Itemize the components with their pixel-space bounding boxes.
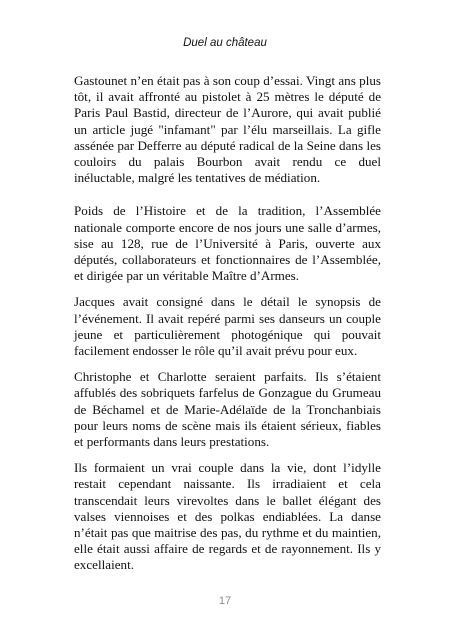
paragraph: Jacques avait consigné dans le détail le synopsis de l’événement. Il avait repéré parmi ses danseurs un couple jeune et particulièrement photogénique qui pouvait facilement endosser le rôle qu’il avait prévu pour eux. [74, 294, 381, 359]
paragraph: Poids de l’Histoire et de la tradition, l’Assemblée nationale comporte encore de nos jours une salle d’armes, sise au 128, rue de l’Université à Paris, ouverte aux députés, collaborateurs et fonctionnaires de l’Assemblée, et dirigée par un véritable Maître d’Armes. [74, 203, 381, 284]
body-text [74, 73, 381, 574]
running-title: Duel au château [183, 37, 267, 49]
paragraph: Gastounet n’en était pas à son coup d’essai. Vingt ans plus tôt, il avait affronté au pistolet à 25 mètres le député de Paris Paul Bastid, directeur de l’Aurore, qui avait publié un article jugé "infamant" par l’élu marseillais. La gifle assénée par Defferre au député radical de la Seine dans les couloirs du palais Bourbon avait rendu ce duel inéluctable, malgré les tentatives de médiation. [74, 73, 381, 186]
paragraph: Christophe et Charlotte seraient parfaits. Ils s’étaient affublés des sobriquets farfelus de Gonzague du Grumeau de Béchamel et de Marie-Adélaïde de la Tronchanbiais pour leurs noms de scène mais ils étaient sérieux, fiables et performants dans leurs prestations. [74, 369, 381, 450]
paragraph: Ils formaient un vrai couple dans la vie, dont l’idylle restait cependant naissante. Ils irradiaient et cela transcendait leurs virevoltes dans le ballet élégant des valses viennoises et des polkas endiablées. La danse n’était pas que maitrise des pas, du rythme et du maintien, elle était aussi affaire de regards et de rayonnement. Ils y excellaient. [74, 460, 381, 573]
page-number: 17 [218, 595, 232, 607]
